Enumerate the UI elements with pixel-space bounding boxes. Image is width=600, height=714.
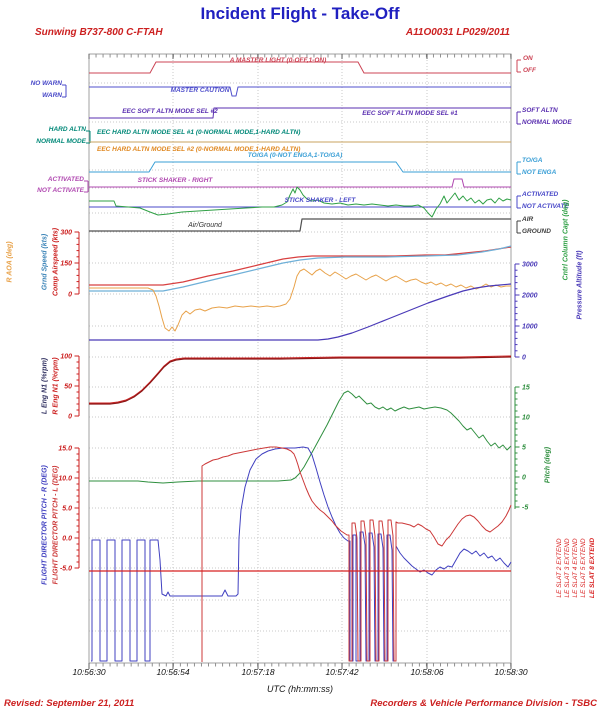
trace-label-master-light-text: A MASTER LIGHT (0-OFF,1-ON) xyxy=(229,57,327,64)
trace-label-soft-altn-2-text: EEC SOFT ALTN MODE SEL #2 xyxy=(122,108,218,115)
slat-label-8-text: LE SLAT 8 EXTEND xyxy=(588,537,596,599)
axis-label-pressure-altitude-text: Pressure Altitude (ft) xyxy=(576,250,584,320)
altitude-axis-tick-label: 3000 xyxy=(522,261,538,269)
state-hard-altn-text: HARD ALTN xyxy=(48,126,86,133)
trace-pressure-altitude xyxy=(89,284,511,340)
footer-division-text: Recorders & Vehicle Performance Division - TSBC xyxy=(370,698,597,709)
subtitle-left xyxy=(35,28,163,38)
trace-l-eng-n1 xyxy=(89,357,511,404)
state-activated-right-text: ACTIVATED xyxy=(522,191,559,198)
state-not-enga-text: NOT ENGA xyxy=(522,169,557,176)
altitude-axis-tick-label: 1000 xyxy=(522,323,538,331)
state-no-warn-text: NO WARN xyxy=(30,80,62,87)
state-toga xyxy=(522,158,542,165)
trace-pitch xyxy=(89,391,511,483)
altitude-axis-tick-label: 2000 xyxy=(522,292,538,300)
bracket-activated-right xyxy=(517,196,521,208)
bracket-air-ground xyxy=(517,221,521,233)
pitch-axis-tick-label: 5 xyxy=(522,444,526,452)
footer-revised-text: Revised: September 21, 2011 xyxy=(4,698,135,709)
bracket-on-off xyxy=(517,60,521,72)
pitch-axis-tick-label: 10 xyxy=(522,414,530,422)
speed-axis-tick-label: 300 xyxy=(60,229,72,237)
trace-label-soft-altn-2 xyxy=(122,108,266,116)
trace-label-air-ground xyxy=(188,222,239,229)
state-on-text: ON xyxy=(523,55,533,62)
x-tick-4-text: 10:58:06 xyxy=(410,667,444,677)
page-title xyxy=(200,4,499,23)
trace-label-master-caution xyxy=(170,87,259,95)
x-tick-0-text: 10:56:30 xyxy=(72,667,106,677)
state-normal-mode-right-text: NORMAL MODE xyxy=(522,119,572,126)
trace-master-caution xyxy=(89,87,511,96)
fd-pitch-axis-tick-label: 0.0 xyxy=(62,535,72,543)
axis-label-cntrl-column-text: Cntrl Column Capt (deg) xyxy=(562,199,570,281)
state-normal-mode-left xyxy=(36,138,136,146)
state-toga-text: TO/GA xyxy=(522,157,543,164)
state-ground-text: GROUND xyxy=(522,228,551,235)
trace-grnd-speed xyxy=(89,246,511,291)
x-tick-2 xyxy=(241,667,291,677)
state-normal-mode-right xyxy=(522,120,572,127)
axis-label-r-eng-n1-text: R Eng N1 (%rpm) xyxy=(52,357,60,415)
trace-label-hard-altn-1-text: EEC HARD ALTN MODE SEL #1 (0-NORMAL MODE,1-HARD ALTN) xyxy=(97,129,301,136)
slat-label-3-text: LE SLAT 3 EXTEND xyxy=(563,538,571,598)
state-not-activate-left-text: NOT ACTIVATE xyxy=(37,187,84,194)
x-tick-2-text: 10:57:18 xyxy=(241,667,275,677)
altitude-axis-tick-label: 0 xyxy=(522,354,526,362)
state-not-activate-right-text: NOT ACTIVATE xyxy=(522,203,569,210)
x-tick-0 xyxy=(72,667,122,677)
x-tick-4 xyxy=(410,667,460,677)
state-warn xyxy=(42,92,82,100)
axis-label-fd-pitch-l-text: FLIGHT DIRECTOR PITCH - L (DEG) xyxy=(52,465,60,585)
trace-label-shaker-right-text: STICK SHAKER - RIGHT xyxy=(137,177,213,184)
state-on xyxy=(523,56,533,63)
axis-label-grnd-speed-text: Grnd Speed (kts) xyxy=(41,233,49,291)
x-axis-title-text: UTC (hh:mm:ss) xyxy=(267,684,333,694)
state-air-text: AIR xyxy=(522,216,534,223)
x-axis-title xyxy=(267,684,366,694)
state-activated-right xyxy=(522,192,558,199)
slat-label-2-text: LE SLAT 2 EXTEND xyxy=(555,538,563,598)
trace-fd-pitch-r xyxy=(91,447,511,661)
axis-label-cntrl-column xyxy=(562,199,600,281)
trace-label-toga-text: TO/GA (0-NOT ENGA,1-TO/GA) xyxy=(247,152,343,159)
state-warn-text: WARN xyxy=(42,92,62,99)
fd-pitch-axis-tick-label: -5.0 xyxy=(59,565,72,573)
state-hard-altn xyxy=(48,126,123,134)
trace-label-master-caution-text: MASTER CAUTION xyxy=(170,87,230,94)
pitch-axis-tick-label: 15 xyxy=(522,384,530,392)
fd-pitch-axis-tick-label: 5.0 xyxy=(62,505,72,513)
speed-axis-tick-label: 0 xyxy=(68,291,72,299)
state-ground xyxy=(522,229,551,236)
axis-label-fd-pitch-r-text: FLIGHT DIRECTOR PITCH - R (DEG) xyxy=(41,465,49,585)
trace-label-air-ground-text: Air/Ground xyxy=(188,222,222,229)
subtitle-right-text: A11O0031 LP029/2011 xyxy=(405,27,510,38)
state-normal-mode-left-text: NORMAL MODE xyxy=(36,138,86,145)
trace-r-aoa xyxy=(89,269,511,331)
trace-label-master-light xyxy=(229,57,375,65)
trace-comp-airspeed xyxy=(89,247,511,285)
state-activated-left-text: ACTIVATED xyxy=(47,176,84,183)
pitch-axis-tick-label: 0 xyxy=(522,474,526,482)
trace-label-shaker-right xyxy=(137,177,250,185)
axis-label-l-eng-n1-text: L Eng N1 (%rpm) xyxy=(41,357,49,415)
n1-axis-tick-label: 50 xyxy=(64,383,72,391)
state-soft-altn-text: SOFT ALTN xyxy=(522,107,558,114)
fd-pitch-axis-tick-label: 15.0 xyxy=(58,445,72,453)
state-no-warn xyxy=(30,80,93,88)
bracket-toga-noteng xyxy=(517,162,521,174)
page-title-text: Incident Flight - Take-Off xyxy=(200,4,400,23)
slat-label-8 xyxy=(588,537,600,599)
x-tick-3 xyxy=(325,667,375,677)
x-tick-1-text: 10:56:54 xyxy=(156,667,190,677)
speed-axis-tick-label: 150 xyxy=(60,260,72,268)
axis-label-pressure-altitude xyxy=(576,250,600,320)
trace-r-eng-n1 xyxy=(89,356,511,403)
state-off xyxy=(523,68,536,75)
state-not-enga xyxy=(522,170,556,177)
trace-label-hard-altn-2-text: EEC HARD ALTN MODE SEL #2 (0-NORMAL MODE,1-HARD ALTN) xyxy=(97,146,301,153)
trace-label-soft-altn-1-text: EEC SOFT ALTN MODE SEL #1 xyxy=(362,110,458,117)
x-tick-1 xyxy=(156,667,206,677)
trace-label-soft-altn-1 xyxy=(362,110,506,118)
slat-label-4-text: LE SLAT 4 EXTEND xyxy=(571,538,579,598)
axis-label-pitch xyxy=(544,446,584,484)
state-off-text: OFF xyxy=(523,67,536,74)
fd-pitch-axis-tick-label: 10.0 xyxy=(58,475,72,483)
trace-label-hard-altn-1 xyxy=(97,130,300,137)
slat-label-5-text: LE SLAT 5 EXTEND xyxy=(579,538,587,598)
trace-label-shaker-left xyxy=(284,197,391,205)
n1-axis-tick-label: 0 xyxy=(68,413,72,421)
footer-revised xyxy=(4,699,134,709)
n1-axis-tick-label: 100 xyxy=(60,353,72,361)
x-tick-5 xyxy=(494,667,544,677)
pitch-axis-tick-label: -5 xyxy=(522,504,529,512)
axis-label-comp-airspeed-text: Comp Airspeed (kts) xyxy=(52,227,60,297)
x-tick-3-text: 10:57:42 xyxy=(325,667,359,677)
state-not-activate-left xyxy=(37,187,131,195)
trace-label-toga xyxy=(247,152,390,160)
trace-label-shaker-left-text: STICK SHAKER - LEFT xyxy=(284,197,356,204)
bracket-soft-normal xyxy=(517,112,521,124)
subtitle-right xyxy=(405,27,600,38)
trace-air-ground xyxy=(89,219,511,231)
subtitle-left-text: Sunwing B737-800 C-FTAH xyxy=(35,27,163,38)
state-activated-left xyxy=(47,176,120,184)
axis-label-pitch-text: Pitch (deg) xyxy=(544,446,552,484)
state-air xyxy=(522,217,533,224)
x-tick-5-text: 10:58:30 xyxy=(494,667,528,677)
state-soft-altn xyxy=(522,108,558,115)
axis-label-r-aoa-text: R AOA (deg) xyxy=(6,241,14,283)
